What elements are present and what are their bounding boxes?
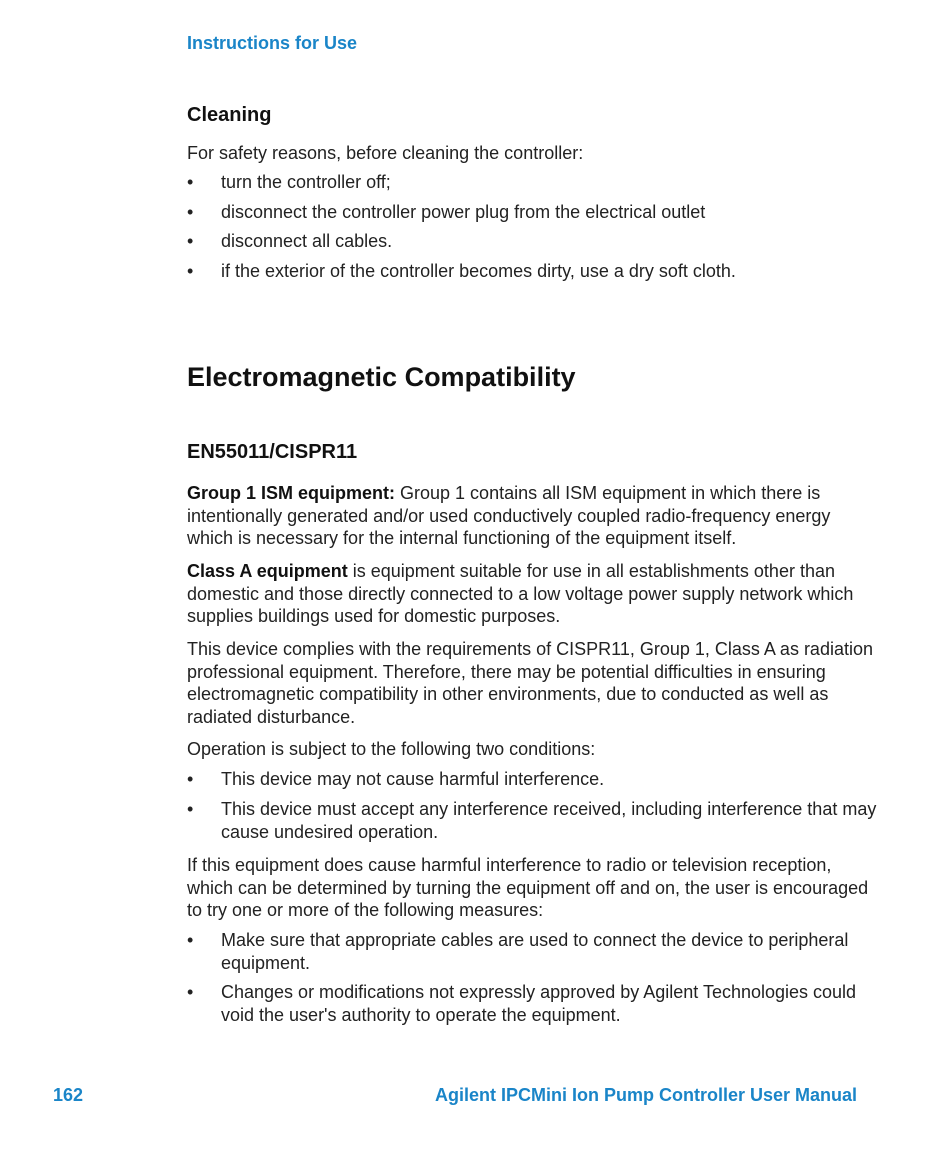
list-item bbox=[187, 230, 877, 253]
classA-term: Class A equipment bbox=[187, 561, 348, 581]
list-item bbox=[187, 171, 877, 194]
list-item bbox=[187, 260, 877, 283]
compliance-paragraph: This device complies with the requirements of CISPR11, Group 1, Class A as radiation professional equipment. Therefore, there may be potential difficulties in ensuring electromagnetic compatibility in other environments, due to conducted as well as radiated disturbance. bbox=[187, 639, 873, 727]
group1-paragraph bbox=[187, 482, 877, 550]
page-number: 162 bbox=[53, 1085, 84, 1105]
measures-intro: If this equipment does cause harmful interference to radio or television reception, which can be determined by turning the equipment off and on, the user is encouraged to try one or more of the following measures: bbox=[187, 855, 869, 920]
group1-text: Group 1 contains all ISM equipment in which there is intentionally generated and/or used conductively coupled radio-frequency energy which is necessary for the internal functioning of the equipment itself. bbox=[187, 483, 831, 548]
list-item-text: Changes or modifications not expressly approved by Agilent Technologies could void the user's authority to operate the equipment. bbox=[221, 982, 857, 1025]
bullet-icon: • bbox=[187, 930, 194, 950]
emc-heading: Electromagnetic Compatibility bbox=[187, 362, 576, 392]
list-item bbox=[187, 981, 877, 1026]
list-item bbox=[187, 929, 877, 974]
list-item-text: disconnect all cables. bbox=[221, 231, 393, 251]
emc-subheading: EN55011/CISPR11 bbox=[187, 441, 358, 463]
conditions-intro: Operation is subject to the following two conditions: bbox=[187, 739, 596, 759]
list-item-text: Make sure that appropriate cables are used to connect the device to peripheral equipment. bbox=[221, 930, 849, 973]
running-header: Instructions for Use bbox=[187, 33, 358, 53]
cleaning-heading: Cleaning bbox=[187, 104, 272, 126]
bullet-icon: • bbox=[187, 231, 194, 251]
list-item-text: disconnect the controller power plug from the electrical outlet bbox=[221, 202, 706, 222]
bullet-icon: • bbox=[187, 769, 194, 789]
list-item-text: This device may not cause harmful interference. bbox=[221, 769, 605, 789]
list-item-text: turn the controller off; bbox=[221, 172, 391, 192]
bullet-icon: • bbox=[187, 172, 194, 192]
bullet-icon: • bbox=[187, 982, 194, 1002]
list-item bbox=[187, 798, 877, 843]
list-item-text: if the exterior of the controller becomes dirty, use a dry soft cloth. bbox=[221, 261, 736, 281]
bullet-icon: • bbox=[187, 261, 194, 281]
list-item bbox=[187, 201, 877, 224]
classA-paragraph bbox=[187, 560, 877, 628]
bullet-icon: • bbox=[187, 202, 194, 222]
cleaning-intro: For safety reasons, before cleaning the controller: bbox=[187, 143, 584, 163]
group1-term: Group 1 ISM equipment: bbox=[187, 483, 396, 503]
manual-title: Agilent IPCMini Ion Pump Controller User Manual bbox=[434, 1085, 857, 1105]
list-item bbox=[187, 768, 877, 791]
classA-text: is equipment suitable for use in all establishments other than domestic and those directly connected to a low voltage power supply network which supplies buildings used for domestic purposes. bbox=[187, 561, 854, 626]
list-item-text: This device must accept any interference received, including interference that may cause undesired operation. bbox=[221, 799, 877, 842]
bullet-icon: • bbox=[187, 799, 194, 819]
